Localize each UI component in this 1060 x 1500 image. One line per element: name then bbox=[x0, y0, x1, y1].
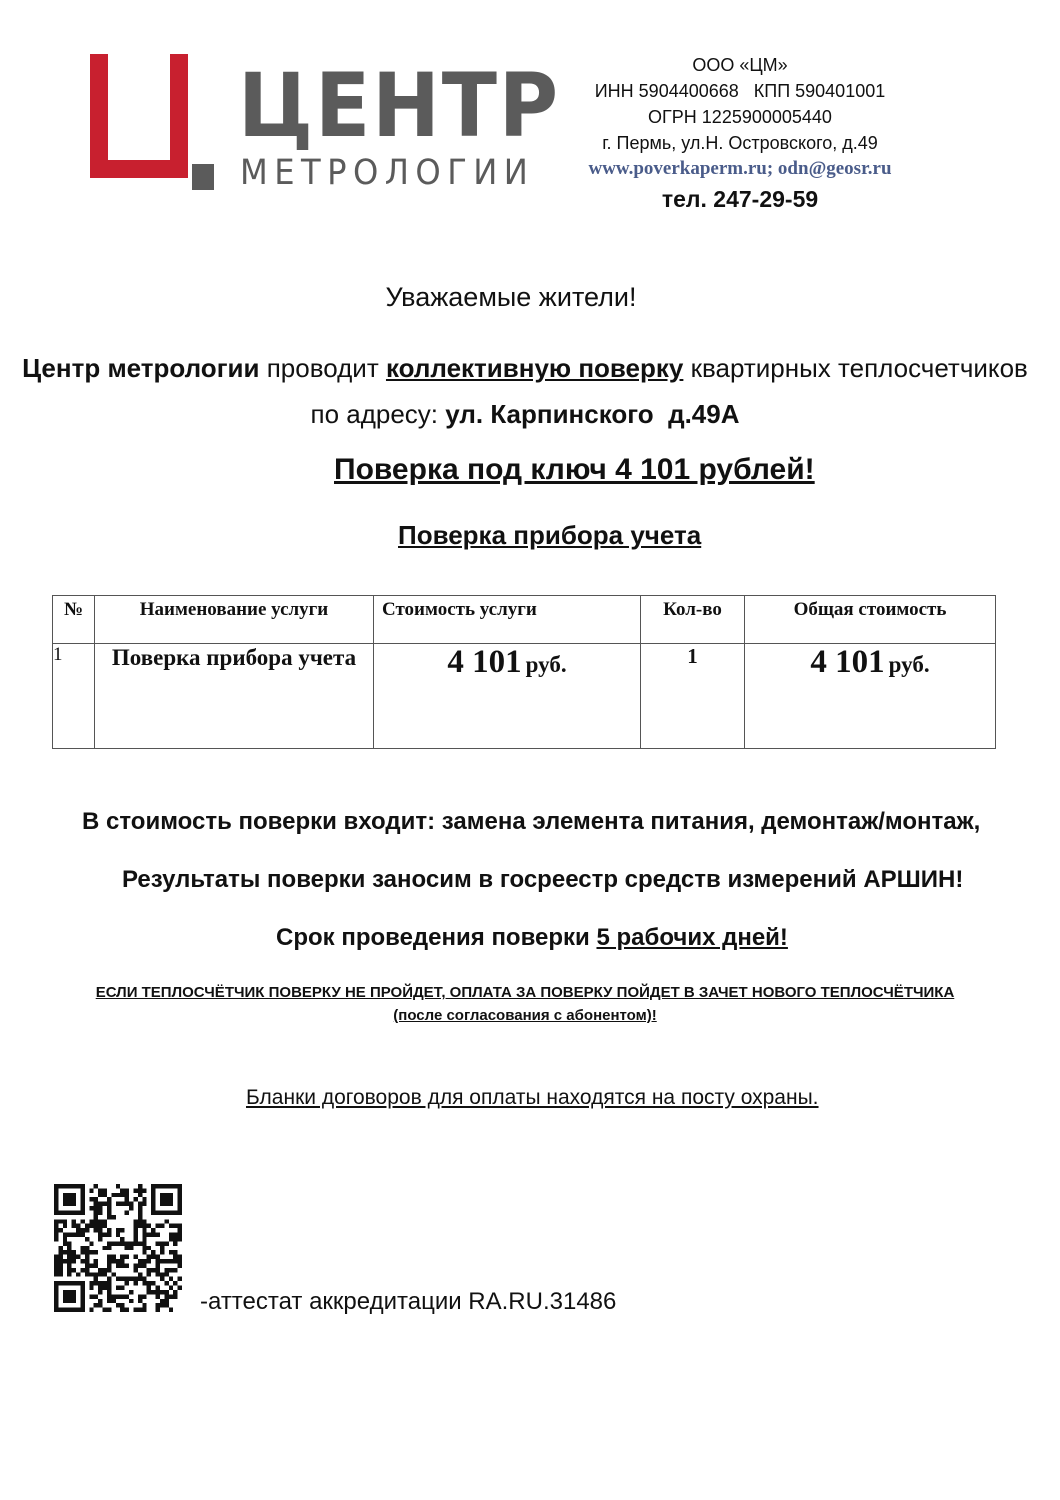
greeting: Уважаемые жители! bbox=[385, 282, 637, 312]
row-cost-currency: руб. bbox=[525, 652, 567, 677]
warning-text bbox=[30, 981, 1020, 1027]
row-total bbox=[745, 644, 996, 749]
intro-paragraph bbox=[20, 345, 1030, 437]
term-value: 5 рабочих дней! bbox=[596, 924, 788, 951]
intro-action: коллективную поверку bbox=[385, 353, 684, 383]
header-quantity: Кол-во bbox=[641, 596, 745, 644]
company-inn-kpp: ИНН 5904400668 КПП 590401001 bbox=[594, 81, 886, 101]
service-heading: Поверка прибора учета bbox=[398, 520, 702, 550]
row-quantity: 1 bbox=[641, 644, 745, 749]
company-info bbox=[540, 52, 940, 212]
warning-line-2: (после согласования с абонентом)! bbox=[393, 1007, 657, 1024]
company-name: ООО «ЦМ» bbox=[692, 55, 788, 75]
term-text bbox=[276, 924, 788, 952]
warning-line-1: ЕСЛИ ТЕПЛОСЧЁТЧИК ПОВЕРКУ НЕ ПРОЙДЕТ, ОПЛАТА ЗА ПОВЕРКУ ПОЙДЕТ В ЗАЧЕТ НОВОГО ТЕПЛОСЧЁТЧИКА bbox=[95, 984, 955, 1001]
includes-text: В стоимость поверки входит: замена элемента питания, демонтаж/монтаж, bbox=[82, 808, 981, 835]
logo-mark-icon bbox=[88, 52, 238, 197]
intro-org: Центр метрологии bbox=[22, 353, 260, 383]
table-row bbox=[53, 644, 996, 749]
company-ogrn: ОГРН 1225900005440 bbox=[648, 107, 832, 127]
row-service-name: Поверка прибора учета bbox=[95, 644, 374, 749]
blanks-text: Бланки договоров для оплаты находятся на посту охраны. bbox=[246, 1086, 819, 1109]
company-address: г. Пермь, ул.Н. Островского, д.49 bbox=[602, 133, 878, 153]
row-total-amount: 4 101 bbox=[810, 644, 885, 680]
price-heading: Поверка под ключ 4 101 рублей! bbox=[334, 453, 815, 486]
table-header-row bbox=[53, 596, 996, 644]
company-web: www.poverkaperm.ru; odn@geosr.ru bbox=[588, 158, 892, 179]
service-table bbox=[52, 595, 996, 749]
company-phone: тел. 247-29-59 bbox=[661, 186, 819, 212]
row-total-currency: руб. bbox=[888, 652, 930, 677]
company-logo bbox=[88, 52, 560, 197]
qr-code-icon bbox=[54, 1184, 182, 1312]
intro-rest: квартирных теплосчетчиков по адресу: bbox=[310, 353, 1028, 429]
row-cost bbox=[374, 644, 641, 749]
logo-word-main: ЦЕНТР bbox=[238, 54, 560, 157]
term-prefix: Срок проведения поверки bbox=[276, 924, 597, 951]
accreditation-text: -аттестат аккредитации RA.RU.31486 bbox=[200, 1288, 617, 1315]
intro-address: ул. Карпинского д.49А bbox=[445, 399, 740, 429]
header-num: № bbox=[53, 596, 95, 644]
row-cost-amount: 4 101 bbox=[447, 644, 522, 680]
row-num: 1 bbox=[53, 644, 95, 749]
intro-verb: проводит bbox=[259, 353, 386, 383]
header-service-cost: Стоимость услуги bbox=[374, 596, 641, 644]
logo-word-sub: МЕТРОЛОГИИ bbox=[240, 153, 535, 193]
header-service-name: Наименование услуги bbox=[95, 596, 374, 644]
results-text: Результаты поверки заносим в госреестр средств измерений АРШИН! bbox=[122, 866, 964, 893]
header-total-cost: Общая стоимость bbox=[745, 596, 996, 644]
